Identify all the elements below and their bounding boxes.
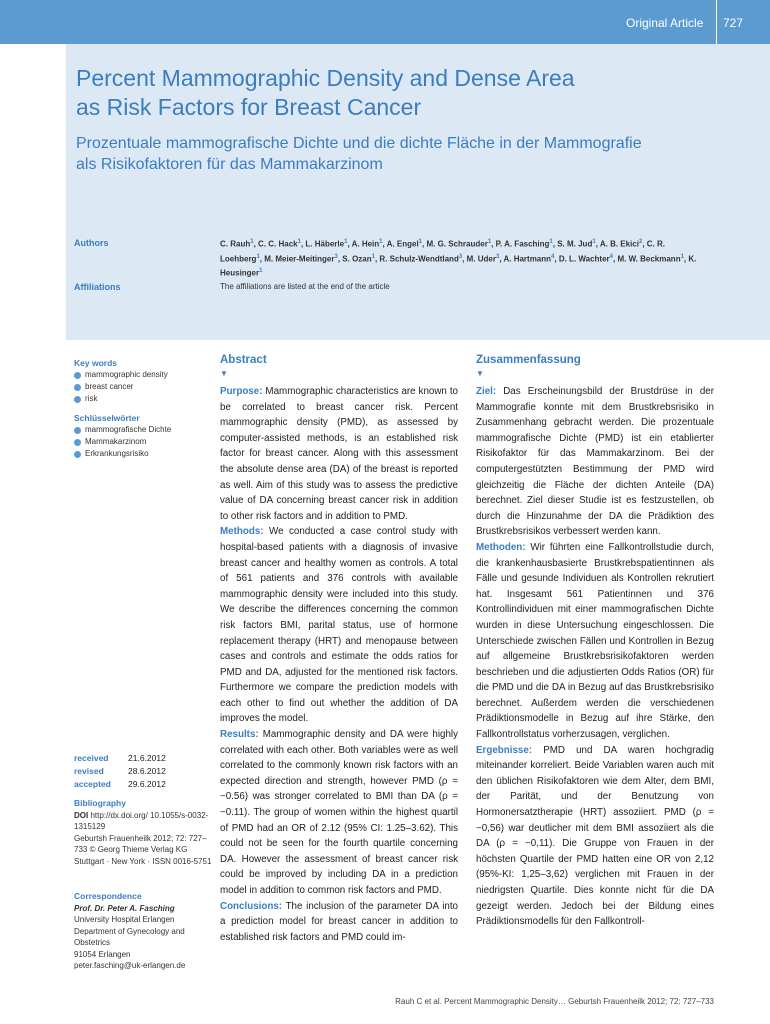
author-list: C. Rauh$^1$, C. C. Hack$^1$, L. Häberle$^1$, A. Hein$^1$, A. Engel$^1$, M. G. Schrauder$^1$, P. A. Fasching$^1$, S. M. Jud$^1$, A. B. Ekici$^2$, C. R. Loehberg$^1$, M. Meier-Meitinger$^3$, S. Ozan$^1$, R. Schulz-Wendtland$^3$, M. Uder$^3$, A. Hartmann$^4$, D. L. Wachter$^4$, M. W. Beckmann$^1$, K. Heusinger$^1$ <box>220 239 697 278</box>
author-name: R. Schulz-Wendtland <box>379 254 459 264</box>
affiliation-marker: 1 <box>344 239 348 245</box>
abstract-conclusions: Conclusions: The inclusion of the parameter DA into a prediction model for breast cancer in addition to established risk factors and PMD could im- <box>220 900 458 943</box>
bullet-icon <box>74 372 81 379</box>
zusammenfassung-body <box>476 384 714 930</box>
affiliation-marker: 3 <box>334 253 338 260</box>
keywords-box <box>74 357 214 460</box>
author-name: M. Meier-Meitinger <box>264 254 335 264</box>
keyword-item: risk <box>74 393 214 405</box>
author-name: A. Hartmann <box>503 254 552 264</box>
bullet-icon <box>74 451 81 458</box>
affiliation-marker: 1 <box>592 239 596 245</box>
subtitle-line-1: Prozentuale mammografische Dichte und die dichte Fläche in der Mammografie <box>76 135 642 152</box>
zf-ergebnisse: Ergebnisse: PMD und DA waren hochgradig miteinander korreliert. Beide Variablen waren auch mit den üblichen Risikofaktoren wie dem Alter, dem BMI, der Parität, und der Benutzung von Hormonersatztherapie (HRT) assoziiert. PMD (ρ = −0,56) war deutlicher mit dem BMI assoziiert als die DA (ρ = −0,11). Die Gruppe von Frauen in der höchsten Quartile der PMD hatten eine OR von 2,12 (95%-KI: 1,25–3,62) verglichen mit Frauen in der niedrigsten Quartile. Dies konnte nicht für die DA gezeigt werden. Jedoch bei der Bildung eines Prädiktionsmodells für den Fallkontroll- <box>476 744 714 928</box>
author-name: K. Heusinger <box>220 254 697 278</box>
bullet-icon <box>74 427 81 434</box>
schluesselwort-item: Erkrankungsrisiko <box>74 448 214 460</box>
bullet-icon <box>74 396 81 403</box>
affiliation-marker: 1 <box>418 239 423 245</box>
zf-ziel: Ziel: Das Erscheinungsbild der Brustdrüse in der Mammografie konnte mit dem Brustkrebsrisiko in Zusammenhang gebracht werden. Die prozentuale mammografische Dichte (PMD) ist ein etablierter Risikofaktor für das Mammakarzinom. Bei der computergestützten Bestimmung der PMD wird gleichzeitig die Fläche der dichten Anteile (DA) berechnet. Ziel dieser Studie ist es festzustellen, ob durch die Hinzunahme der DA die Prädiktion des Brustkrebsrisikos verbessert werden kann. <box>476 386 714 538</box>
journal-ref: Geburtsh Frauenheilk 2012; 72: 727–733 © Georg Thieme Verlag KG Stuttgart · New York · ISSN 0016-5751 <box>74 833 212 866</box>
affiliation-marker: 1 <box>371 253 375 260</box>
triangle-down-icon: ▼ <box>476 369 484 378</box>
author-name: A. Engel <box>386 239 419 249</box>
author-name: S. M. Jud <box>557 239 593 249</box>
correspondence-city: 91054 Erlangen <box>74 949 131 959</box>
correspondence-heading: Correspondence <box>74 891 142 901</box>
dates-box <box>74 752 166 791</box>
author-name: C. C. Hack <box>258 239 298 249</box>
revised-label: revised <box>74 766 104 776</box>
abstract-heading: Abstract <box>220 354 267 366</box>
keyword-item: breast cancer <box>74 381 214 393</box>
revised-date: 28.6.2012 <box>128 766 166 776</box>
author-name: M. Uder <box>466 254 496 264</box>
zusammenfassung-heading: Zusammenfassung <box>476 354 581 366</box>
abstract-methods: Methods: We conducted a case control study with hospital-based patients with a diagnosis of invasive breast cancer and healthy women as controls. A total of 561 patients and 376 controls with available mammographic density were included into this study. We describe the differences concerning the common risk factors BMI, parital status, use of hormone replacement therapy (HRT) and menopause between cases and controls and estimate the odds ratios for PMD and DA, adjusted for the mentioned risk factors. Furthermore we compare the prediction models with each other to find out whether the addition of DA improves the model. <box>220 526 458 725</box>
article-title <box>76 64 716 122</box>
affiliation-marker: 1 <box>680 253 684 260</box>
abstract-purpose: Purpose: Mammographic characteristics are known to be correlated to breast cancer risk. Percent mammographic density (PMD), as assessed by computer-assisted methods, is an established risk factor for breast cancer. Along with this assessment the absolute dense area (DA) of the breast is reported as well. Aim of this study was to assess the predictive value of DA concerning breast cancer risk in addition to other risk factors and in addition to PMD. <box>220 386 458 522</box>
author-name: D. L. Wachter <box>558 254 610 264</box>
authors-label: Authors <box>74 238 109 248</box>
affiliation-marker: 3 <box>458 253 463 260</box>
affiliation-marker: 1 <box>487 239 492 245</box>
keywords-heading: Key words <box>74 358 117 368</box>
title-line-1: Percent Mammographic Density and Dense Area <box>76 65 575 91</box>
bullet-icon <box>74 384 81 391</box>
doi: DOI http://dx.doi.org/ 10.1055/s-0032-1315129 <box>74 810 209 831</box>
topbar-divider <box>716 0 717 44</box>
schluesselwort-item: Mammakarzinom <box>74 436 214 448</box>
page-number: 727 <box>723 16 744 30</box>
bullet-icon <box>74 439 81 446</box>
accepted-label: accepted <box>74 779 111 789</box>
author-name: A. Hein <box>351 239 380 249</box>
affiliation-marker: 2 <box>638 239 643 245</box>
abstract-results: Results: Mammographic density and DA were highly correlated with each other. Both variables were as well correlated to the commonly known risk factors with an expected direction and strength, however PMD (ρ = −0.56) was stronger correlated to BMI than DA (ρ = −0.11). The group of women within the highest quartil of PMD had an OR of 2.12 (95% CI: 1.25–3.62). This could not be seen for the fourth quartile concerning DA. However the assessment of breast cancer risk could be improved by including DA in a prediction model in addition to common risk factors and PMD. <box>220 729 458 896</box>
schluesselwort-item: mammografische Dichte <box>74 424 214 436</box>
subtitle-line-2: als Risikofaktoren für das Mammakarzinom <box>76 156 383 173</box>
doi-link[interactable]: http://dx.doi.org/ 10.1055/s-0032-1315129 <box>74 810 209 831</box>
author-name: L. Häberle <box>305 239 345 249</box>
correspondence-email[interactable]: peter.fasching@uk-erlangen.de <box>74 961 186 970</box>
affiliations-text: The affiliations are listed at the end of the article <box>220 282 390 291</box>
author-name: M. G. Schrauder <box>426 239 488 249</box>
correspondence-address: University Hospital Erlangen Department of Gynecology and Obstetrics <box>74 915 185 947</box>
triangle-down-icon: ▼ <box>220 369 228 378</box>
author-name: A. B. Ekici <box>599 239 639 249</box>
affiliations-label: Affiliations <box>74 282 121 292</box>
accepted-date: 29.6.2012 <box>128 779 166 789</box>
zf-methoden: Methoden: Wir führten eine Fallkontrollstudie durch, die krankenhausbasierte Brustkrebspatientinnen als Fälle und gesunde Individuen als Kontrollen rekrutiert hat. Insgesamt 561 Patientinnen und 376 Kontrollindividuen mit einer mammografischen Dichte wurden in diese Untersuchung eingeschlossen. Die Unterschiede zwischen Fällen und Kontrollen in Bezug auf allgemeine Brustkrebsrisikofaktoren werden beschrieben und die adjustierten Odds Ratios (OR) für die PMD und die DA in Bezug auf das Brustkrebsrisiko berechnet. Außerdem werden die verschiedenen Prädiktionsmodelle in Bezug auf ihre Stärke, den Fallkontrollstatus vorherzusagen, verglichen. <box>476 541 714 741</box>
affiliation-marker: 1 <box>379 239 383 245</box>
affiliation-marker: 1 <box>256 253 260 260</box>
affiliation-marker: 1 <box>250 239 254 245</box>
affiliation-marker: 1 <box>297 239 301 245</box>
bibliography-heading: Bibliography <box>74 798 126 808</box>
author-name: P. A. Fasching <box>495 239 550 249</box>
title-line-2: as Risk Factors for Breast Cancer <box>76 94 422 120</box>
affiliation-marker: 4 <box>551 253 555 260</box>
correspondence-name: Prof. Dr. Peter A. Fasching <box>74 903 175 913</box>
article-subtitle <box>76 133 736 175</box>
author-name: S. Ozan <box>342 254 372 264</box>
abstract-body <box>220 384 458 945</box>
bibliography-box <box>74 798 214 867</box>
affiliation-marker: 1 <box>259 268 263 275</box>
page-footer: Rauh C et al. Percent Mammographic Density… Geburtsh Frauenheilk 2012; 72: 727–733 <box>395 997 714 1006</box>
author-name: C. R. Loehberg <box>220 239 665 264</box>
author-name: C. Rauh <box>220 239 251 249</box>
author-name: M. W. Beckmann <box>617 254 681 264</box>
affiliation-marker: 3 <box>495 253 500 260</box>
keyword-item: mammographic density <box>74 369 214 381</box>
affiliation-marker: 4 <box>609 253 613 260</box>
received-label: received <box>74 753 109 763</box>
correspondence-box <box>74 891 214 972</box>
section-label: Original Article <box>626 16 704 30</box>
received-date: 21.6.2012 <box>128 753 166 763</box>
affiliation-marker: 1 <box>549 239 553 245</box>
schluesselwoerter-heading: Schlüsselwörter <box>74 413 140 423</box>
top-bar <box>0 0 770 44</box>
